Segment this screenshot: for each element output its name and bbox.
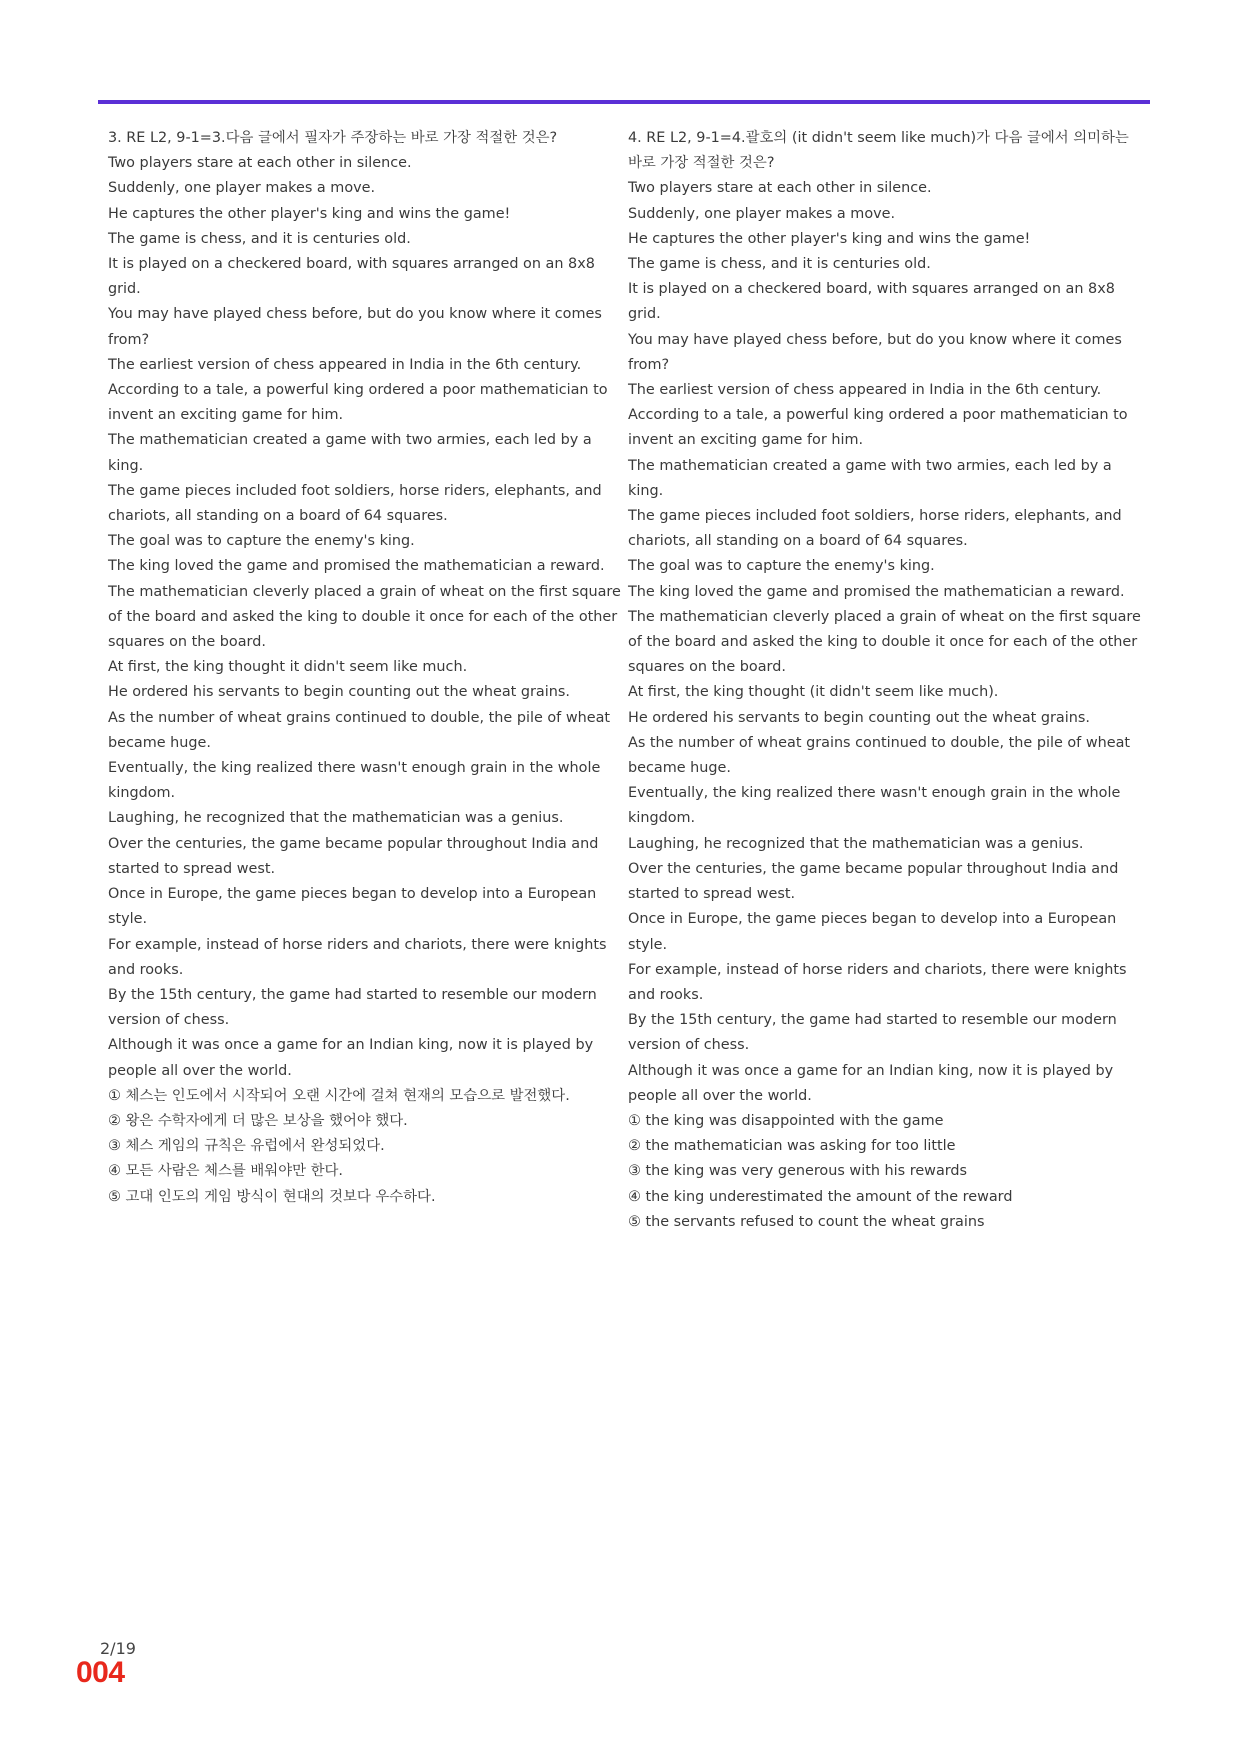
passage-line: By the 15th century, the game had started to resemble our modern version of chess. [628,1012,1117,1054]
question-4-title: 4. RE L2, 9-1=4.괄호의 (it didn't seem like much)가 다음 글에서 의미하는 바로 가장 적절한 것은? [628,130,1129,172]
page-code: 004 [76,1656,125,1689]
passage-line: The game pieces included foot soldiers, horse riders, elephants, and chariots, all standing on a board of 64 squares. [108,482,602,525]
passage-line: By the 15th century, the game had started to resemble our modern version of chess. [108,986,597,1029]
passage-line: According to a tale, a powerful king ordered a poor mathematician to invent an exciting game for him. [108,382,608,424]
page-indicator: 2/19 [100,1639,136,1658]
passage-line: It is played on a checkered board, with squares arranged on an 8x8 grid. [108,256,595,298]
question-4 [628,126,1143,1235]
passage-line: The game is chess, and it is centuries old. [108,230,411,247]
passage-line: Once in Europe, the game pieces began to develop into a European style. [628,911,1117,953]
passage-line: Over the centuries, the game became popular throughout India and started to spread west. [108,835,599,877]
question-3 [108,126,623,1210]
passage-line: Eventually, the king realized there wasn't enough grain in the whole kingdom. [108,760,601,802]
passage-line: The mathematician cleverly placed a grain of wheat on the first square of the board and asked the king to double it once for each of the other squares on the board. [108,583,621,651]
passage-line: For example, instead of horse riders and chariots, there were knights and rooks. [108,936,607,978]
question-3-passage [108,151,623,1084]
passage-line: The goal was to capture the enemy's king. [108,533,415,550]
passage-line: Although it was once a game for an Indian king, now it is played by people all over the world. [108,1037,594,1079]
passage-line: The earliest version of chess appeared in India in the 6th century. [628,382,1102,399]
passage-line: He captures the other player's king and wins the game! [108,205,511,222]
question-4-options [628,1109,1143,1235]
answer-option[interactable]: ④ 모든 사람은 체스를 배워야만 한다. [108,1163,343,1180]
answer-option[interactable]: ③ the king was very generous with his rewards [628,1163,968,1180]
passage-line: Over the centuries, the game became popular throughout India and started to spread west. [628,860,1119,903]
passage-line: The goal was to capture the enemy's king. [628,558,935,575]
passage-line: The game is chess, and it is centuries old. [628,256,931,273]
answer-option[interactable]: ⑤ 고대 인도의 게임 방식이 현대의 것보다 우수하다. [108,1188,436,1205]
passage-line: As the number of wheat grains continued to double, the pile of wheat became huge. [628,734,1131,777]
passage-line: For example, instead of horse riders and chariots, there were knights and rooks. [628,961,1127,1003]
question-3-options [108,1084,623,1210]
answer-option[interactable]: ② 왕은 수학자에게 더 많은 보상을 했어야 했다. [108,1112,408,1129]
passage-line: It is played on a checkered board, with squares arranged on an 8x8 grid. [628,281,1115,323]
passage-line: The king loved the game and promised the mathematician a reward. [628,583,1125,600]
passage-line: The mathematician cleverly placed a grain of wheat on the first square of the board and asked the king to double it once for each of the other squares on the board. [628,608,1141,676]
header-rule [98,100,1150,104]
passage-line: Suddenly, one player makes a move. [108,180,376,197]
passage-line: He captures the other player's king and wins the game! [628,230,1031,247]
passage-line: Once in Europe, the game pieces began to develop into a European style. [108,886,597,928]
passage-line: He ordered his servants to begin counting out the wheat grains. [628,709,1090,726]
passage-line: According to a tale, a powerful king ordered a poor mathematician to invent an exciting game for him. [628,407,1128,449]
answer-option[interactable]: ① the king was disappointed with the game [628,1112,944,1129]
answer-option[interactable]: ⑤ the servants refused to count the wheat grains [628,1213,985,1230]
answer-option[interactable]: ④ the king underestimated the amount of the reward [628,1188,1013,1205]
passage-line: Although it was once a game for an Indian king, now it is played by people all over the world. [628,1062,1114,1104]
passage-line: At first, the king thought it didn't seem like much. [108,659,468,676]
passage-line: At first, the king thought (it didn't seem like much). [628,684,999,701]
passage-line: Eventually, the king realized there wasn't enough grain in the whole kingdom. [628,785,1121,827]
passage-line: He ordered his servants to begin counting out the wheat grains. [108,684,570,701]
passage-line: Laughing, he recognized that the mathematician was a genius. [628,835,1084,852]
question-3-title: 3. RE L2, 9-1=3.다음 글에서 필자가 주장하는 바로 가장 적절한 것은? [108,130,558,146]
passage-line: Two players stare at each other in silence. [108,155,412,172]
answer-option[interactable]: ② the mathematician was asking for too little [628,1138,956,1155]
passage-line: The mathematician created a game with two armies, each led by a king. [628,457,1112,499]
answer-option[interactable]: ① 체스는 인도에서 시작되어 오랜 시간에 걸쳐 현재의 모습으로 발전했다. [108,1087,570,1104]
passage-line: The game pieces included foot soldiers, horse riders, elephants, and chariots, all standing on a board of 64 squares. [628,508,1122,550]
passage-line: The mathematician created a game with two armies, each led by a king. [108,432,592,474]
question-4-passage [628,176,1143,1109]
passage-line: The earliest version of chess appeared in India in the 6th century. [108,356,582,373]
passage-line: The king loved the game and promised the mathematician a reward. [108,558,605,575]
passage-line: You may have played chess before, but do you know where it comes from? [108,306,602,348]
passage-line: Laughing, he recognized that the mathematician was a genius. [108,810,564,827]
passage-line: As the number of wheat grains continued to double, the pile of wheat became huge. [108,709,611,751]
passage-line: Two players stare at each other in silence. [628,180,932,197]
answer-option[interactable]: ③ 체스 게임의 규칙은 유럽에서 완성되었다. [108,1138,385,1155]
passage-line: Suddenly, one player makes a move. [628,205,896,222]
passage-line: You may have played chess before, but do you know where it comes from? [628,331,1122,373]
